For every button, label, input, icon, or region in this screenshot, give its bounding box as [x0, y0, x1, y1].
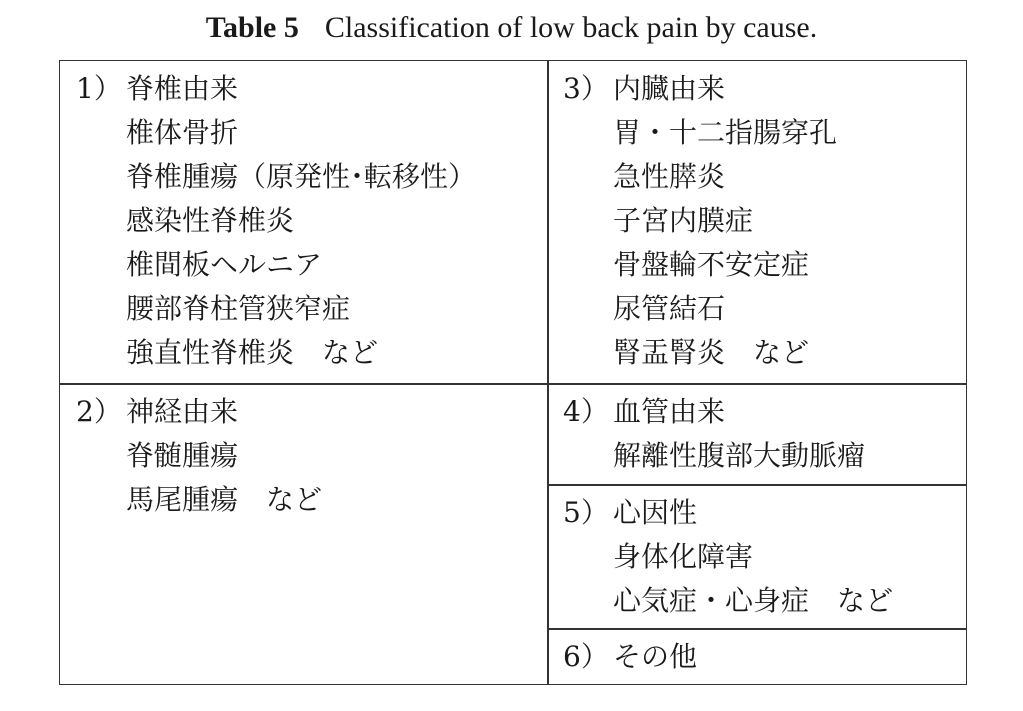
row-divider — [547, 628, 967, 630]
section-heading: 血管由来 — [613, 395, 726, 428]
list-item: 強直性脊椎炎 など — [126, 336, 379, 369]
table-caption — [0, 8, 1023, 48]
list-item: 腎盂腎炎 など — [613, 336, 810, 369]
section-heading: その他 — [613, 640, 698, 673]
table-title: Classification of low back pain by cause. — [324, 11, 818, 44]
list-item: 脊髄腫瘍 — [126, 439, 239, 472]
list-item: 感染性脊椎炎 — [126, 204, 295, 237]
section-number: 2） — [76, 395, 122, 428]
row-divider — [547, 484, 967, 486]
section-number: 6） — [563, 640, 609, 673]
column-divider — [547, 60, 549, 685]
list-item: 脊椎腫瘍（原発性･転移性） — [126, 160, 477, 193]
list-item: 骨盤輪不安定症 — [613, 248, 810, 281]
section-number: 1） — [76, 72, 122, 105]
table-label: Table 5 — [205, 11, 299, 44]
list-item: 急性膵炎 — [613, 160, 726, 193]
row-divider — [59, 383, 967, 385]
list-item: 尿管結石 — [613, 292, 726, 325]
list-item: 馬尾腫瘍 など — [126, 483, 323, 516]
section-number: 3） — [563, 72, 609, 105]
list-item: 身体化障害 — [613, 540, 754, 573]
section-heading: 心因性 — [613, 496, 698, 529]
section-number: 4） — [563, 395, 609, 428]
section-heading: 神経由来 — [126, 395, 239, 428]
section-number: 5） — [563, 496, 609, 529]
section-heading: 内臓由来 — [613, 72, 726, 105]
list-item: 胃・十二指腸穿孔 — [613, 116, 838, 149]
section-heading: 脊椎由来 — [126, 72, 239, 105]
list-item: 椎間板ヘルニア — [126, 248, 323, 281]
list-item: 解離性腹部大動脈瘤 — [613, 439, 866, 472]
list-item: 子宮内膜症 — [613, 204, 754, 237]
list-item: 椎体骨折 — [126, 116, 239, 149]
list-item: 腰部脊柱管狭窄症 — [126, 292, 351, 325]
list-item: 心気症・心身症 など — [613, 584, 894, 617]
